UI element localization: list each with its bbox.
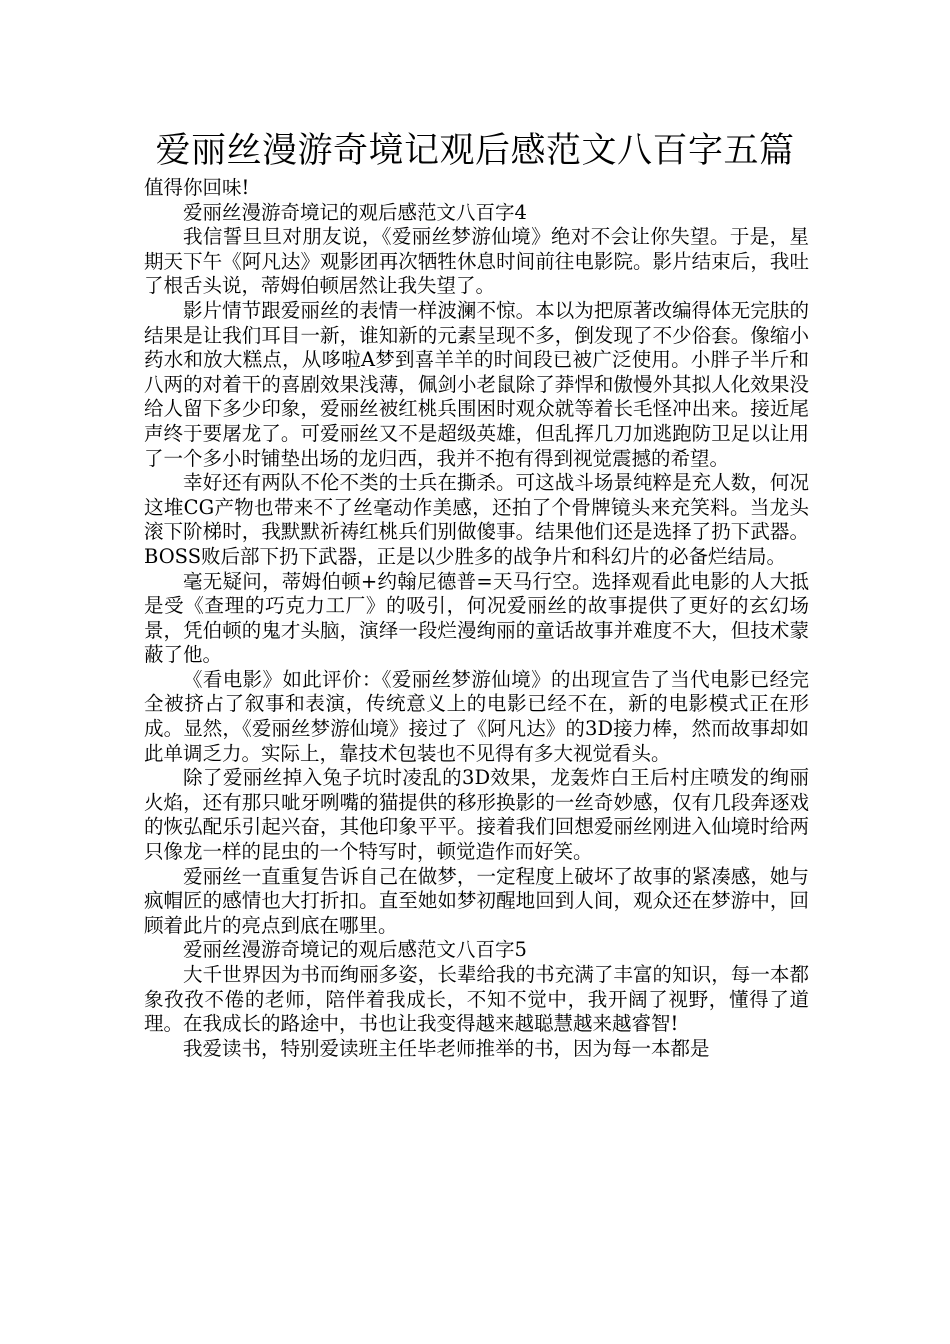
section-heading: 爱丽丝漫游奇境记的观后感范文八百字5: [183, 938, 527, 962]
paragraph: 我爱读书，特别爱读班主任毕老师推举的书，因为每一本都是: [183, 1036, 710, 1060]
paragraph: 影片情节跟爱丽丝的表情一样波澜不惊。本以为把原著改编得体无完肤的结果是让我们耳目一新，谁知新的元素呈现不多，倒发现了不少俗套。像缩小药水和放大糕点，从哆啦A梦到喜羊羊的时间段已被广泛使用。小胖子半斤和八两的对着干的喜剧效果浅薄，佩剑小老鼠除了莽悍和傲慢外其拟人化效果没给人留下多少印象，爱丽丝被红桃兵围困时观众就等着长毛怪冲出来。接近尾声终于要屠龙了。可爱丽丝又不是超级英雄，但乱挥几刀加逃跑防卫足以让用了一个多小时铺垫出场的龙归西，我并不抱有得到视觉震撼的希望。: [144, 298, 809, 470]
paragraph: 我信誓旦旦对朋友说，《爱丽丝梦游仙境》绝对不会让你失望。于是，星期天下午《阿凡达》观影团再次牺牲休息时间前往电影院。影片结束后，我吐了根舌头说，蒂姆伯顿居然让我失望了。: [144, 225, 809, 298]
paragraph: 《看电影》如此评价：《爱丽丝梦游仙境》的出现宣告了当代电影已经完全被挤占了叙事和表演，传统意义上的电影已经不在，新的电影模式正在形成。显然，《爱丽丝梦游仙境》接过了《阿凡达》的3D接力棒，然而故事却如此单调乏力。实际上，靠技术包装也不见得有多大视觉看头。: [144, 667, 809, 765]
paragraph: 大千世界因为书而绚丽多姿，长辈给我的书充满了丰富的知识，每一本都象孜孜不倦的老师，陪伴着我成长，不知不觉中，我开阔了视野，懂得了道理。在我成长的路途中，书也让我变得越来越聪慧越来越睿智!: [144, 963, 809, 1036]
section-heading: 爱丽丝漫游奇境记的观后感范文八百字4: [183, 200, 527, 224]
paragraph: 幸好还有两队不伦不类的士兵在撕杀。可这战斗场景纯粹是充人数，何况这堆CG产物也带来不了丝毫动作美感，还拍了个骨牌镜头来充笑料。当龙头滚下阶梯时，我默默祈祷红桃兵们别做傻事。结果他们还是选择了扔下武器。BOSS败后部下扔下武器，正是以少胜多的战争片和科幻片的必备烂结局。: [144, 471, 809, 568]
paragraph: 爱丽丝一直重复告诉自己在做梦，一定程度上破坏了故事的紧凑感，她与疯帽匠的感情也大打折扣。直至她如梦初醒地回到人间，观众还在梦游中，回顾着此片的亮点到底在哪里。: [144, 864, 809, 937]
paragraph: 毫无疑问，蒂姆伯顿+约翰尼德普=天马行空。选择观看此电影的人大抵是受《查理的巧克力工厂》的吸引，何况爱丽丝的故事提供了更好的玄幻场景，凭伯顿的鬼才头脑，演绎一段烂漫绚丽的童话故事并难度不大，但技术蒙蔽了他。: [144, 569, 809, 667]
paragraph: 值得你回味!: [144, 176, 250, 199]
paragraph: 除了爱丽丝掉入兔子坑时凌乱的3D效果，龙轰炸白王后村庄喷发的绚丽火焰，还有那只呲牙咧嘴的猫提供的移形换影的一丝奇妙感，仅有几段奔逐戏的恢弘配乐引起兴奋，其他印象平平。接着我们回想爱丽丝刚进入仙境时给两只像龙一样的昆虫的一个特写时，顿觉造作而好笑。: [144, 766, 809, 864]
document-title: 爱丽丝漫游奇境记观后感范文八百字五篇: [155, 131, 795, 171]
document-body: [144, 176, 809, 1061]
